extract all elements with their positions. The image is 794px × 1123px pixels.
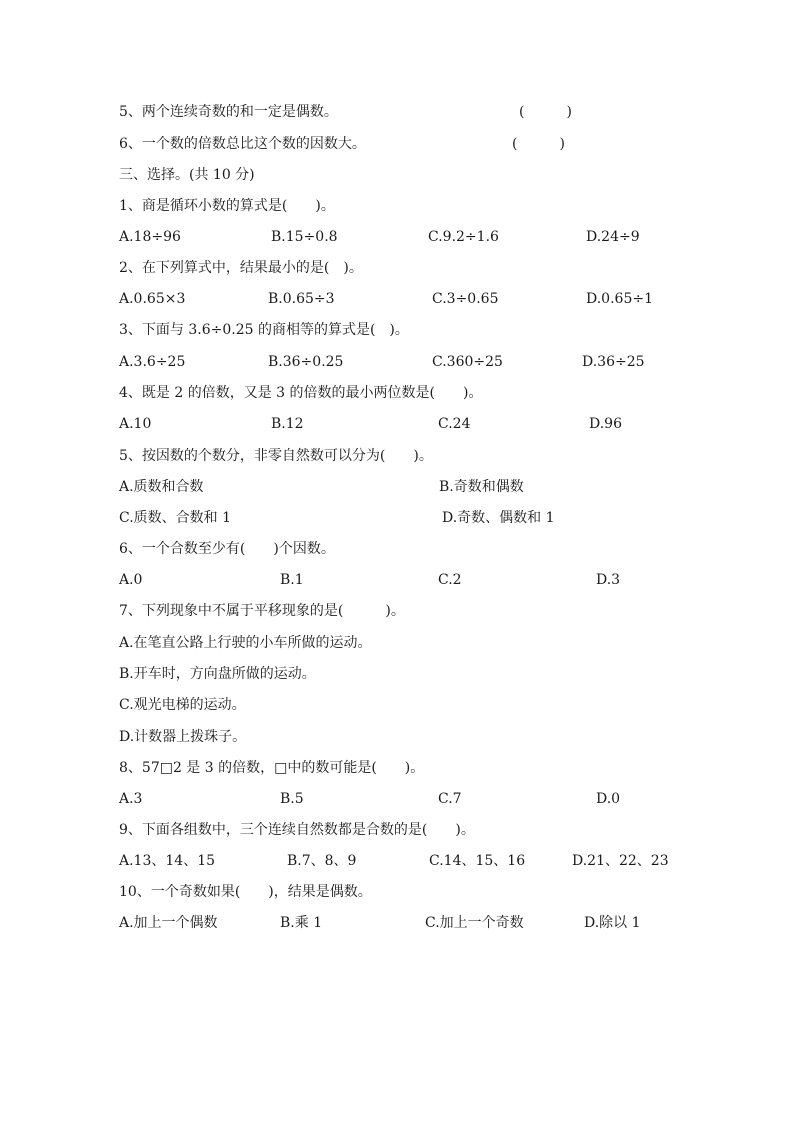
option-b: B.0.65÷3 bbox=[268, 291, 335, 307]
question-4: 4、既是 2 的倍数，又是 3 的倍数的最小两位数是( )。 bbox=[119, 385, 483, 401]
option-b: B.乘 1 bbox=[280, 915, 323, 931]
option-b: B.1 bbox=[280, 572, 304, 588]
option-b: B.12 bbox=[271, 416, 304, 432]
option-c: C.2 bbox=[438, 572, 462, 588]
judgement-item-5: 5、两个连续奇数的和一定是偶数。 bbox=[119, 104, 338, 120]
option-d: D.3 bbox=[596, 572, 621, 588]
option-d: D.24÷9 bbox=[586, 229, 640, 245]
judgement-item-6: 6、一个数的倍数总比这个数的因数大。 bbox=[119, 136, 366, 152]
option-c: C.24 bbox=[438, 416, 471, 432]
option-a: A.在笔直公路上行驶的小车所做的运动。 bbox=[119, 635, 372, 651]
question-2: 2、在下列算式中，结果最小的是( )。 bbox=[119, 260, 363, 276]
section-title: 三、选择。(共 10 分) bbox=[119, 167, 255, 183]
option-a: A.13、14、15 bbox=[119, 853, 216, 869]
option-a: A.3 bbox=[119, 791, 143, 807]
option-b: B.36÷0.25 bbox=[268, 354, 344, 370]
option-d: D.奇数、偶数和 1 bbox=[442, 510, 555, 526]
option-d: D.除以 1 bbox=[584, 915, 641, 931]
option-d: D.0.65÷1 bbox=[586, 291, 653, 307]
option-a: A.3.6÷25 bbox=[119, 354, 186, 370]
option-a: A.加上一个偶数 bbox=[119, 915, 218, 931]
question-7: 7、下列现象中不属于平移现象的是( )。 bbox=[119, 603, 405, 619]
question-1: 1、商是循环小数的算式是( )。 bbox=[119, 198, 335, 214]
option-c: C.3÷0.65 bbox=[432, 291, 499, 307]
option-d: D.21、22、23 bbox=[572, 853, 669, 869]
option-c: C.加上一个奇数 bbox=[425, 915, 524, 931]
option-a: A.0.65×3 bbox=[119, 291, 186, 307]
question-9: 9、下面各组数中，三个连续自然数都是合数的是( )。 bbox=[119, 822, 475, 838]
option-a: A.10 bbox=[119, 416, 152, 432]
option-d: D.0 bbox=[596, 791, 621, 807]
option-d: D.96 bbox=[589, 416, 622, 432]
question-5: 5、按因数的个数分，非零自然数可以分为( )。 bbox=[119, 448, 433, 464]
option-a: A.18÷96 bbox=[119, 229, 181, 245]
answer-bracket: ( ) bbox=[519, 104, 572, 120]
option-c: C.360÷25 bbox=[432, 354, 503, 370]
question-8: 8、57□2 是 3 的倍数，□中的数可能是( )。 bbox=[119, 760, 425, 776]
option-c: C.14、15、16 bbox=[429, 853, 526, 869]
question-6: 6、一个合数至少有( )个因数。 bbox=[119, 541, 335, 557]
option-b: B.15÷0.8 bbox=[271, 229, 338, 245]
option-a: A.0 bbox=[119, 572, 143, 588]
answer-bracket: ( ) bbox=[512, 136, 565, 152]
question-10: 10、一个奇数如果( )，结果是偶数。 bbox=[119, 884, 372, 900]
option-c: C.质数、合数和 1 bbox=[119, 510, 232, 526]
option-a: A.质数和合数 bbox=[119, 479, 204, 495]
option-b: B.开车时，方向盘所做的运动。 bbox=[119, 666, 316, 682]
option-b: B.5 bbox=[280, 791, 304, 807]
option-b: B.7、8、9 bbox=[287, 853, 357, 869]
question-3: 3、下面与 3.6÷0.25 的商相等的算式是( )。 bbox=[119, 322, 409, 338]
option-c: C.9.2÷1.6 bbox=[428, 229, 499, 245]
option-d: D.36÷25 bbox=[582, 354, 645, 370]
option-c: C.观光电梯的运动。 bbox=[119, 697, 246, 713]
option-c: C.7 bbox=[438, 791, 462, 807]
option-b: B.奇数和偶数 bbox=[439, 479, 524, 495]
option-d: D.计数器上拨珠子。 bbox=[119, 729, 247, 745]
